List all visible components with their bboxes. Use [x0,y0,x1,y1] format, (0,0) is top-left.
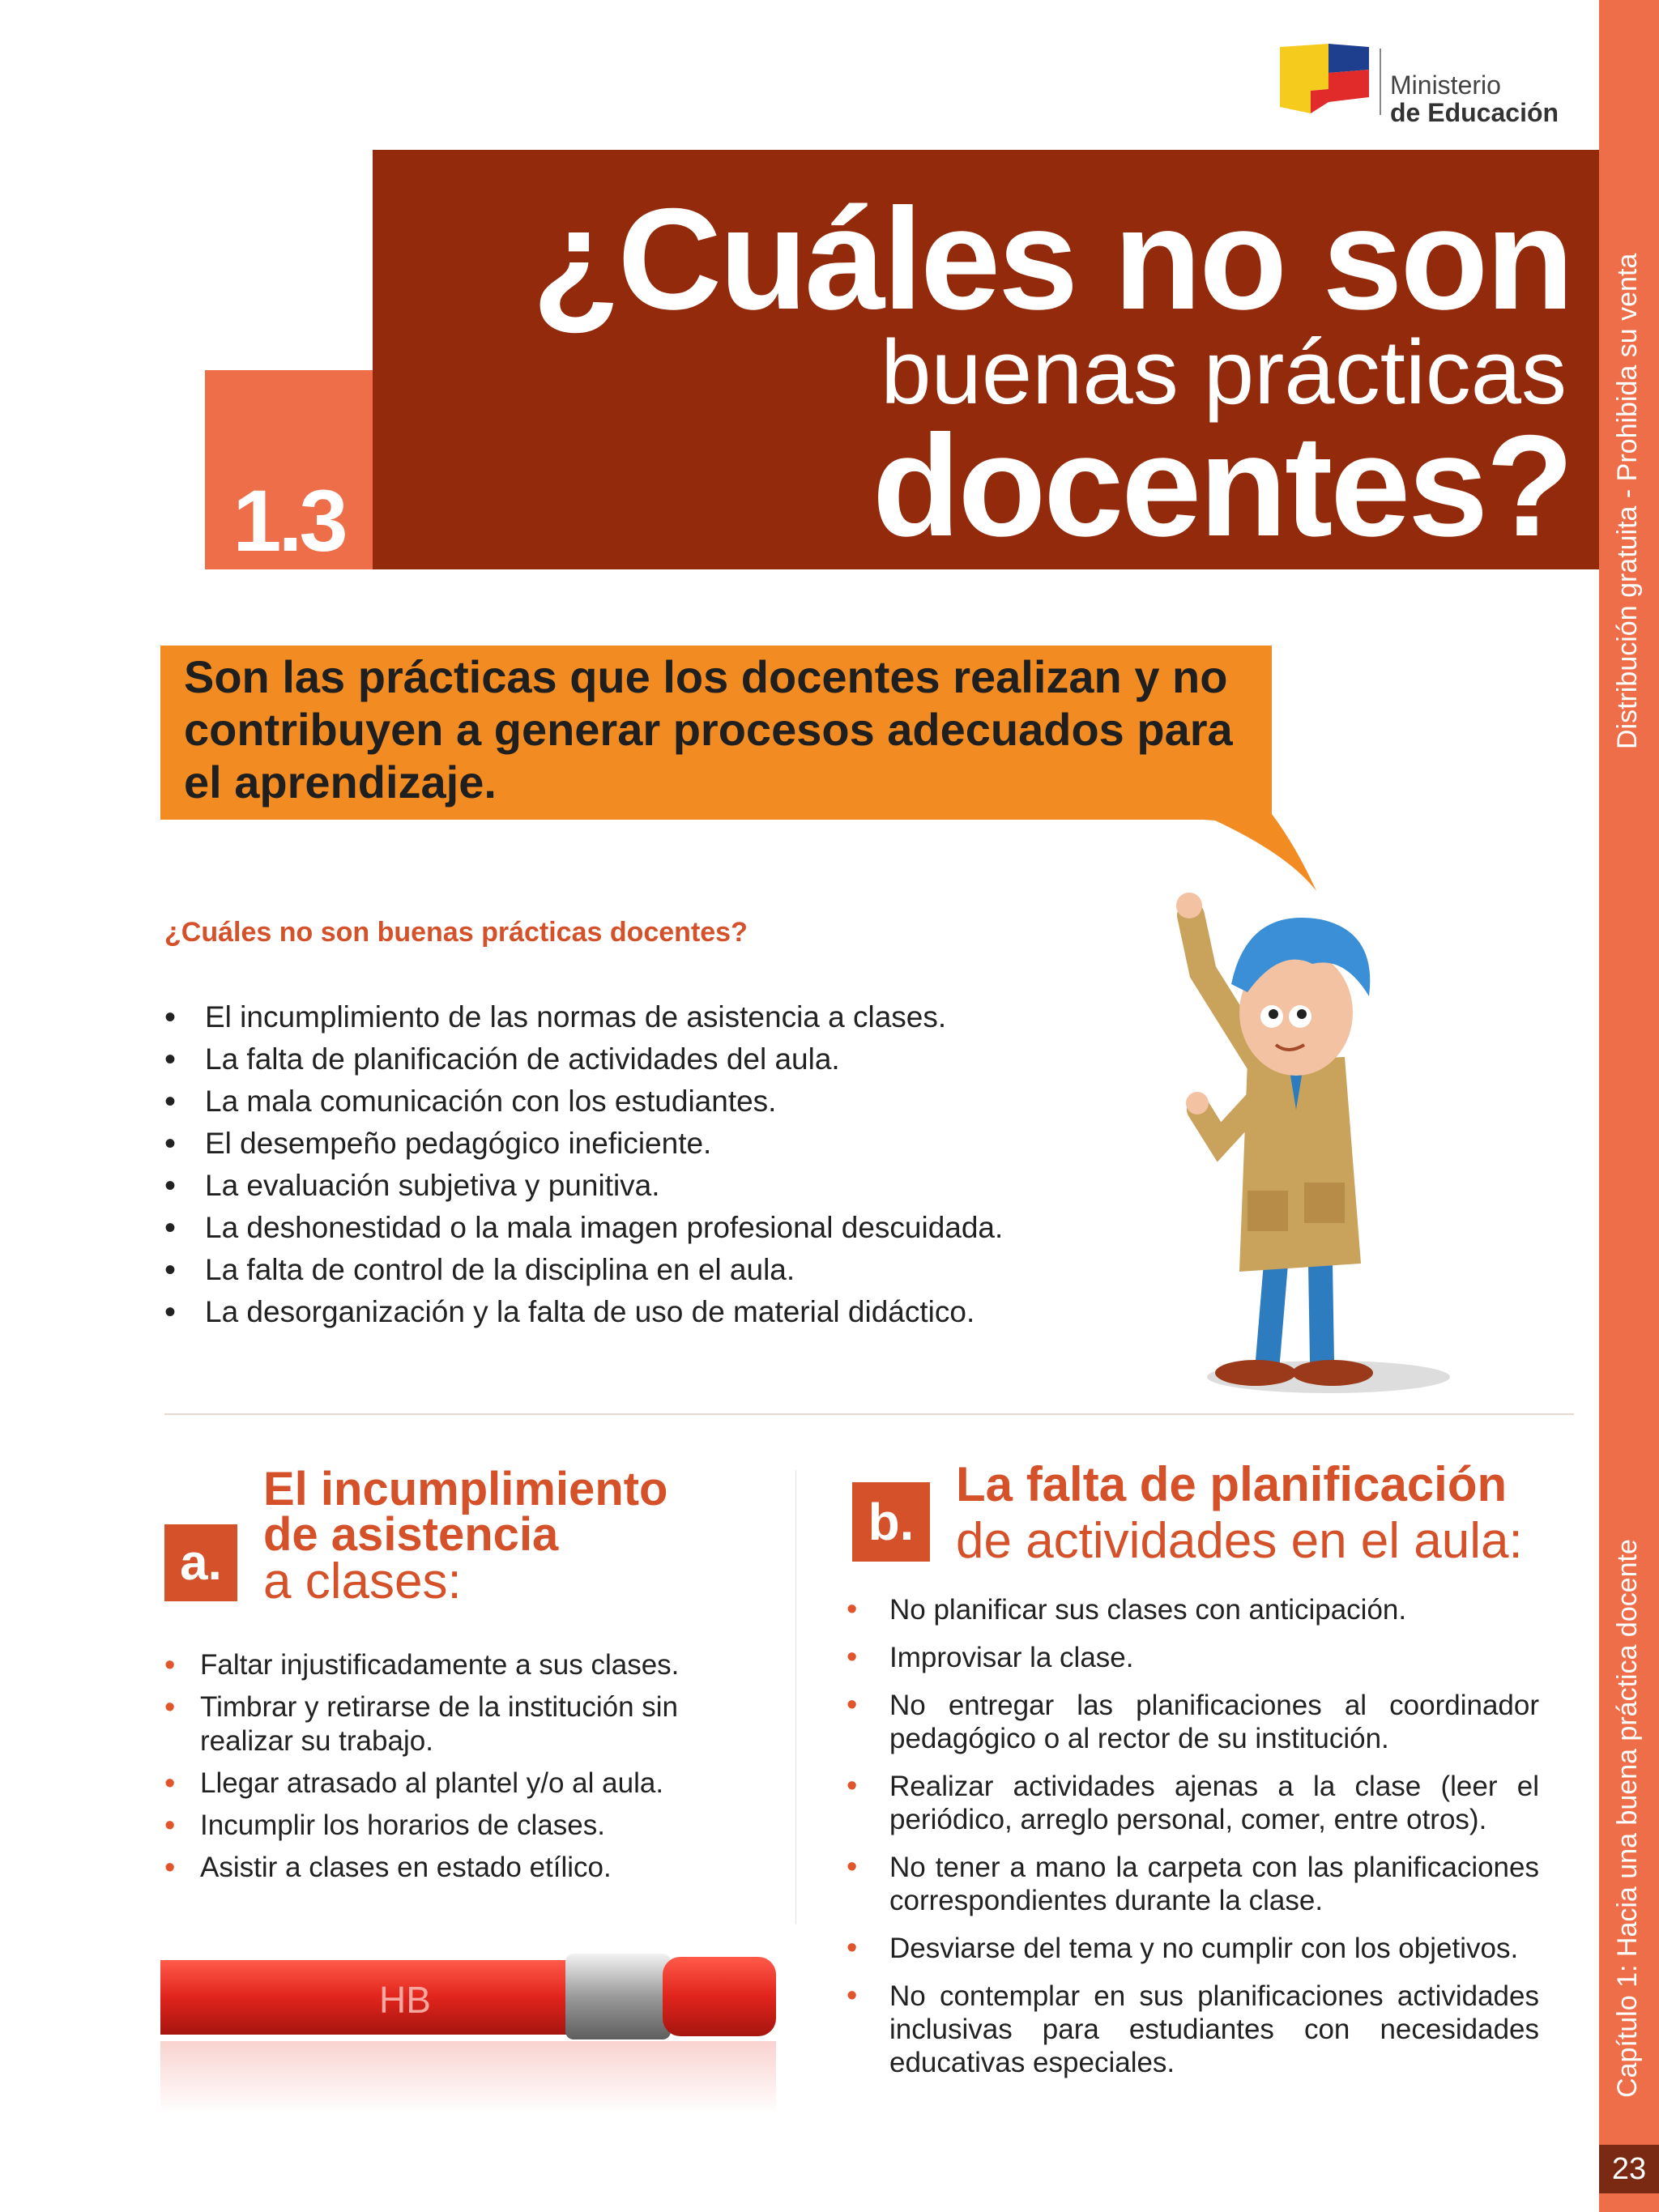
page-number: 23 [1599,2145,1659,2193]
list-item: • No contemplar en sus planificaciones actividades inclusivas para estudiantes con necesidades educativas especiales. [847,1980,1539,2079]
section-divider [164,1413,1574,1415]
list-item: • La desorganización y la falta de uso de material didáctico. [164,1291,1137,1333]
list-item: • Desviarse del tema y no cumplir con los objetivos. [847,1932,1539,1965]
list-item: • Asistir a clases en estado etílico. [164,1851,748,1885]
list-item: • No planificar sus clases con anticipación. [847,1593,1539,1626]
pencil-illustration [160,1936,792,2130]
section-a-list [164,1648,748,1893]
list-item: • La falta de control de la disciplina en el aula. [164,1249,1137,1291]
intro-list [164,996,1137,1333]
list-item: • Realizar actividades ajenas a la clase (leer el periódico, arreglo personal, comer, entre otros). [847,1770,1539,1836]
list-item: • La evaluación subjetiva y punitiva. [164,1165,1137,1207]
side-chapter-text: Capítulo 1: Hacia una buena práctica docente [1612,1539,1643,2098]
list-item: • Timbrar y retirarse de la institución sin realizar su trabajo. [164,1690,748,1758]
page-title-line3: docentes? [872,405,1572,566]
list-item: • Incumplir los horarios de clases. [164,1809,748,1843]
list-item: • El incumplimiento de las normas de asistencia a clases. [164,996,1137,1038]
section-number: 1.3 [232,471,345,569]
section-b-title-line1: La falta de planificación [956,1457,1508,1511]
intro-heading: ¿Cuáles no son buenas prácticas docentes? [164,917,748,948]
section-a-title-line3: a clases: [263,1554,462,1609]
speech-bubble-text: Son las prácticas que los docentes realizan y no contribuyen a generar procesos adecuados para el aprendizaje. [184,651,1233,808]
list-item: • Faltar injustificadamente a sus clases. [164,1648,748,1682]
logo-line1: Ministerio [1390,70,1501,100]
list-item: • El desempeño pedagógico ineficiente. [164,1123,1137,1165]
list-item: • Llegar atrasado al plantel y/o al aula. [164,1767,748,1801]
pencil-label: HB [379,1979,431,2021]
section-b-list [847,1593,1539,2094]
logo-line2: de Educación [1390,98,1559,127]
column-divider [795,1470,796,1924]
list-item: • No tener a mano la carpeta con las planificaciones correspondientes durante la clase. [847,1851,1539,1917]
section-a-title-line1: El incumplimiento [263,1463,668,1515]
list-item: • La mala comunicación con los estudiantes. [164,1080,1137,1123]
section-a-letter: a. [164,1524,237,1601]
side-distribution-text: Distribución gratuita - Prohibida su venta [1612,253,1643,749]
page-title-line2: buenas prácticas [881,322,1567,423]
page-title-line1: ¿Cuáles no son [531,178,1572,339]
section-a-title-line2: de asistencia [263,1508,559,1561]
list-item: • No entregar las planificaciones al coordinador pedagógico o al rector de su institución. [847,1689,1539,1755]
list-item: • La deshonestidad o la mala imagen profesional descuidada. [164,1207,1137,1249]
logo-text [1390,71,1559,126]
teacher-illustration [1134,842,1474,1409]
list-item: • Improvisar la clase. [847,1641,1539,1674]
list-item: • La falta de planificación de actividades del aula. [164,1038,1137,1080]
section-b-letter: b. [852,1482,930,1562]
section-b-title-line2: de actividades en el aula: [956,1513,1523,1569]
